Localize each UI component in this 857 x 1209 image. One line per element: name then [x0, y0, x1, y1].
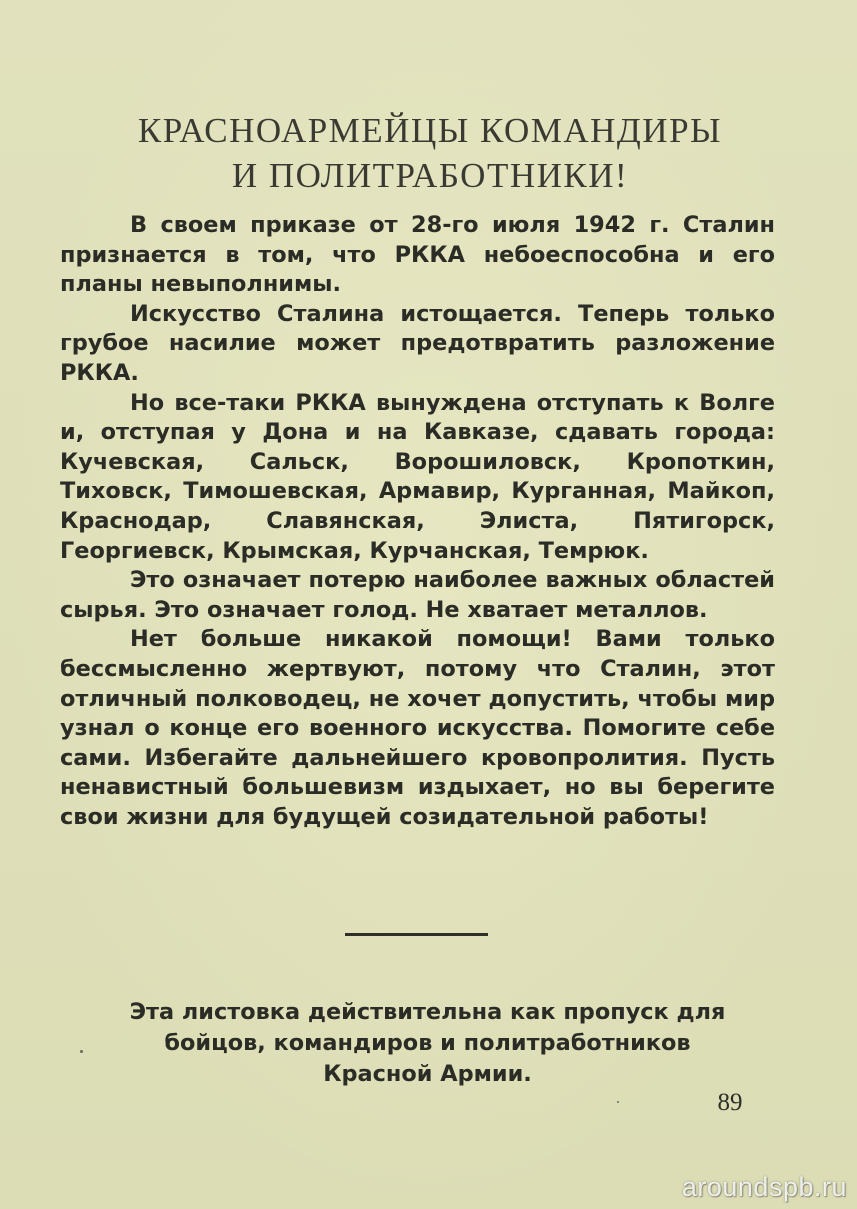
paragraph: В своем приказе от 28-го июля 1942 г. Сталин признается в том, что РККА небоеспособна и его планы невыполнимы.: [60, 212, 775, 298]
paragraph: Искусство Сталина истощается. Теперь только грубое насилие может предотвратить разложение РККА.: [60, 300, 775, 386]
paragraph: Нет больше никакой помощи! Вами только бессмысленно жертвуют, потому что Сталин, этот отличный полководец, не хочет допустить, чтобы мир узнал о конце его военного искусства. Помогите себе сами. Избегайте дальнейшего кровопролития. Пусть ненавистный большевизм издыхает, но вы берегите свои жизни для будущей созидательной работы!: [60, 626, 775, 830]
divider-rule: [345, 933, 488, 936]
paragraph: Но все-таки РККА вынуждена отступать к Волге и, отступая у Дона и на Кавказе, сдавать города: Кучевская, Сальск, Ворошиловск, Кропоткин, Тиховск, Тимошевская, Армавир, Курганная, Майкоп, Краснодар, Славянская, Элиста, Пятигорск, Георгиевск, Крымская, Курчанская, Темрюк.: [60, 389, 775, 564]
page-number: 89: [717, 1089, 743, 1116]
title-line-1: КРАСНОАРМЕЙЦЫ КОМАНДИРЫ: [137, 111, 723, 150]
print-speck: [80, 1050, 83, 1053]
page-title: [60, 108, 800, 198]
title-line-2: И ПОЛИТРАБОТНИКИ!: [231, 156, 629, 195]
pass-notice-line-1: Эта листовка действительна как пропуск для: [129, 999, 726, 1025]
paragraph: Это означает потерю наиболее важных областей сырья. Это означает голод. Не хватает металлов.: [60, 567, 775, 623]
pass-notice-line-2: бойцов, командиров и политработников: [164, 1030, 691, 1056]
watermark: aroundspb.ru: [681, 1172, 847, 1202]
pass-notice-line-3: Красной Армии.: [323, 1061, 532, 1087]
print-speck: [617, 1101, 619, 1103]
body-text: [60, 211, 775, 832]
pass-notice: [60, 997, 795, 1090]
